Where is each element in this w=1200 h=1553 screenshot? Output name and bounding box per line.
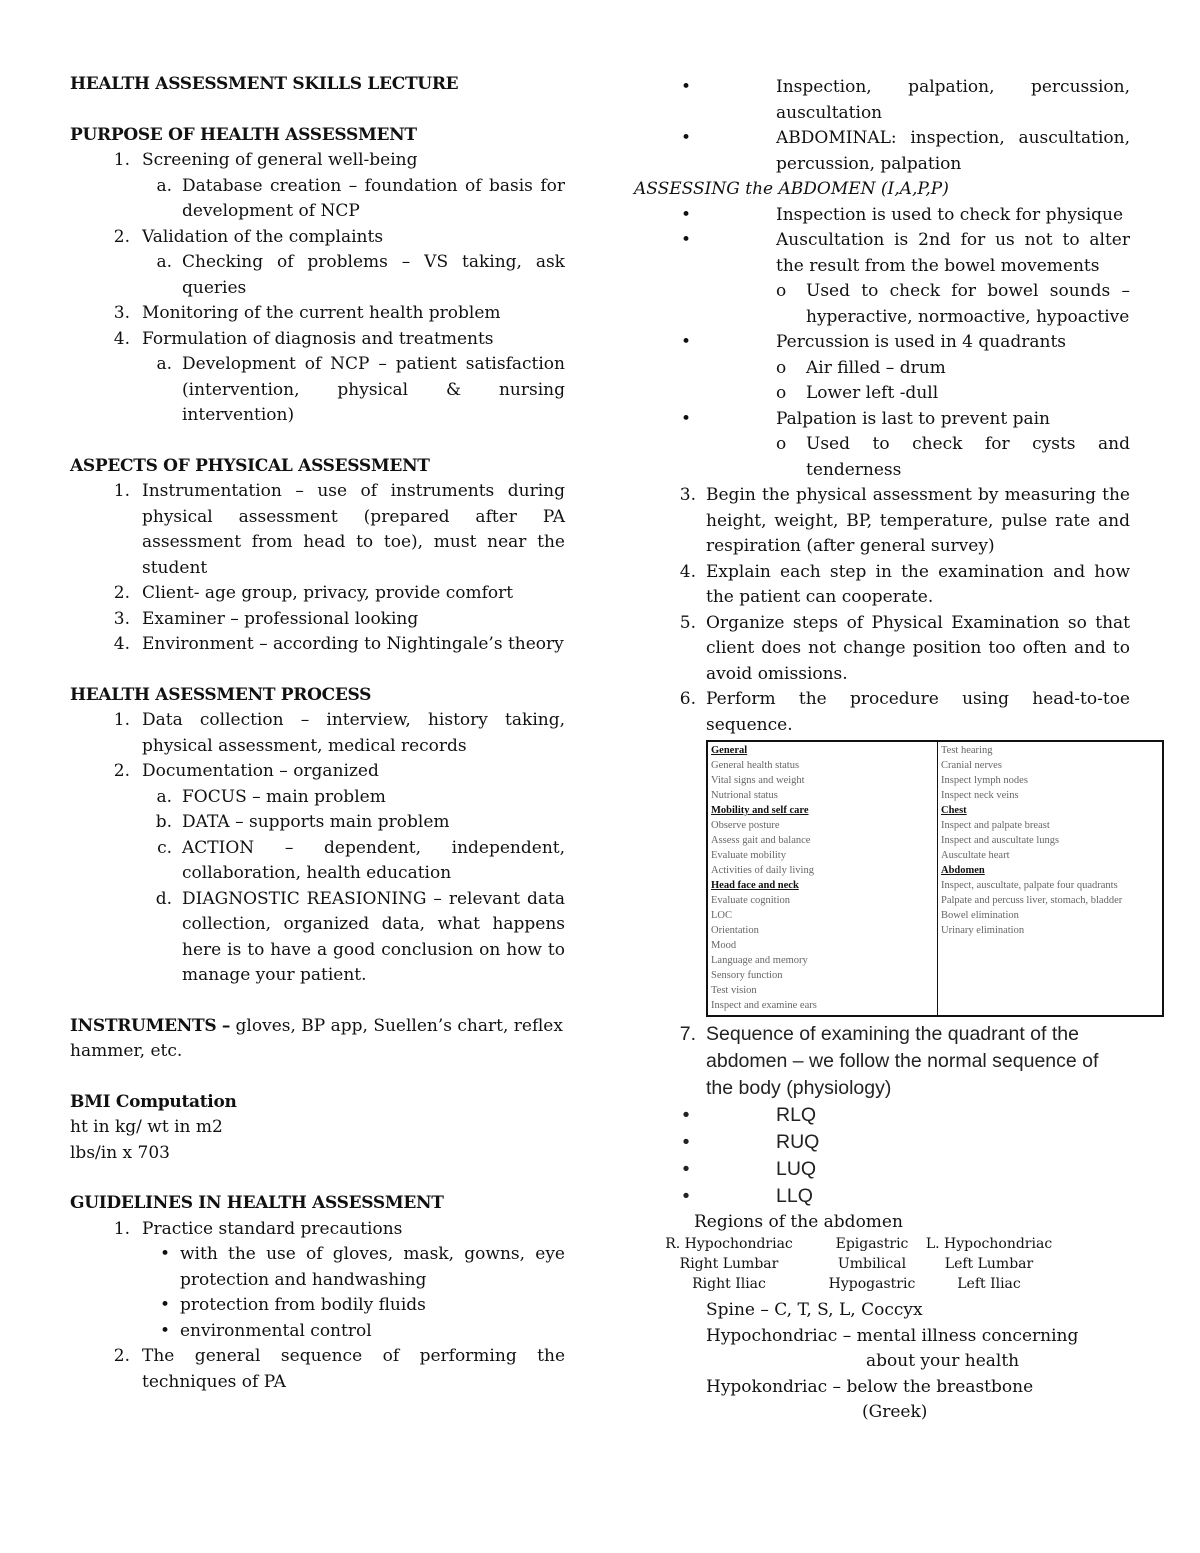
regions-row: Right Lumbar Umbilical Left Lumbar bbox=[679, 1256, 1034, 1272]
table-right-column bbox=[938, 741, 1164, 1016]
list-item: o Used to check for bowel sounds – hyperactive, normoactive, hypoactive bbox=[636, 279, 1130, 330]
list-item: a. FOCUS – main problem bbox=[156, 786, 386, 807]
list-item: • Percussion is used in 4 quadrants bbox=[636, 330, 1130, 356]
head-to-toe-table bbox=[706, 740, 1164, 1017]
table-cell-line: Test hearing bbox=[941, 745, 993, 756]
list-item: • environmental control bbox=[70, 1319, 565, 1345]
list-item: • Inspection is used to check for physique bbox=[636, 203, 1130, 229]
table-cell-line: General health status bbox=[711, 760, 800, 771]
list-item: 4. Environment – according to Nightingale’s theory bbox=[113, 634, 564, 654]
table-cell-line: Inspect lymph nodes bbox=[941, 775, 1028, 786]
table-cell-line: Inspect, auscultate, palpate four quadrants bbox=[941, 880, 1118, 891]
regions-title: Regions of the abdomen bbox=[694, 1212, 903, 1232]
bullet-icon: • bbox=[159, 1244, 170, 1264]
table-cell-line: Nutrional status bbox=[711, 790, 778, 801]
list-item: 4. Formulation of diagnosis and treatments bbox=[113, 328, 494, 349]
bullet-icon: • bbox=[680, 332, 692, 352]
hypochondriac-note: Hypochondriac – mental illness concerning bbox=[706, 1325, 1079, 1346]
list-item: • Palpation is last to prevent pain bbox=[636, 407, 1130, 433]
guidelines-heading: GUIDELINES IN HEALTH ASSESSMENT bbox=[70, 1193, 444, 1213]
list-item: • LLQ bbox=[636, 1183, 1130, 1210]
abdomen-regions bbox=[636, 1210, 1130, 1294]
list-item: 2. Documentation – organized bbox=[113, 761, 379, 781]
list-item: 3. Begin the physical assessment by measuring the height, weight, BP, temperature, pulse rate and respiration (after general survey) bbox=[679, 485, 1130, 556]
table-cell-line: Vital signs and weight bbox=[711, 775, 805, 786]
spine-note: Spine – C, T, S, L, Coccyx bbox=[706, 1300, 923, 1320]
list-item: a. Development of NCP – patient satisfaction (intervention, physical & nursing intervention) bbox=[156, 354, 565, 425]
list-item: 2. Validation of the complaints bbox=[113, 226, 384, 247]
list-item: 5. Organize steps of Physical Examination so that client does not change position too often and to avoid omissions. bbox=[679, 612, 1130, 684]
list-item: 2. The general sequence of performing the techniques of PA bbox=[113, 1346, 565, 1392]
table-cell-line: Abdomen bbox=[941, 865, 985, 876]
table-cell-line: Head face and neck bbox=[711, 880, 799, 891]
list-item: 1. Practice standard precautions bbox=[113, 1218, 403, 1239]
table-cell-line: Sensory function bbox=[711, 970, 783, 981]
list-item: o Used to check for cysts and tenderness bbox=[636, 432, 1130, 483]
document-title: HEALTH ASSESSMENT SKILLS LECTURE bbox=[70, 74, 459, 94]
table-cell-line: Mobility and self care bbox=[711, 805, 809, 816]
bullet-icon: • bbox=[682, 1158, 690, 1180]
process-heading: HEALTH ASESSMENT PROCESS bbox=[70, 684, 372, 705]
list-item: • RUQ bbox=[636, 1129, 1130, 1156]
list-item: • Auscultation is 2nd for us not to alter the result from the bowel movements bbox=[636, 228, 1130, 279]
table-cell-line: Orientation bbox=[711, 925, 759, 936]
table-cell-line: Test vision bbox=[711, 985, 757, 996]
list-item: 2. Client- age group, privacy, provide comfort bbox=[113, 583, 514, 603]
list-item: • ABDOMINAL: inspection, auscultation, percussion, palpation bbox=[636, 126, 1130, 177]
list-item: 1. Instrumentation – use of instruments during physical assessment (prepared after PA assessment from head to toe), must near the student bbox=[113, 481, 565, 578]
list-item: 1. Data collection – interview, history taking, physical assessment, medical records bbox=[113, 710, 565, 756]
list-item: o Lower left -dull bbox=[636, 381, 1130, 407]
list-item: o Air filled – drum bbox=[636, 356, 1130, 382]
table-cell-line: Palpate and percuss liver, stomach, bladder bbox=[941, 895, 1123, 906]
table-cell-line: Bowel elimination bbox=[941, 910, 1019, 921]
list-item: a. Checking of problems – VS taking, ask queries bbox=[156, 252, 565, 298]
hypochondriac-note-cont: about your health bbox=[866, 1351, 1020, 1371]
hypokondriac-note-cont: (Greek) bbox=[862, 1402, 928, 1422]
bullet-icon: • bbox=[682, 1131, 690, 1153]
table-cell-line: Cranial nerves bbox=[941, 760, 1002, 771]
bmi-formula: lbs/in x 703 bbox=[70, 1142, 170, 1163]
table-cell-line: Evaluate cognition bbox=[711, 895, 791, 906]
list-item: • RLQ bbox=[636, 1102, 1130, 1129]
bullet-icon: • bbox=[680, 128, 692, 148]
bullet-icon: • bbox=[680, 77, 692, 97]
list-item: • LUQ bbox=[636, 1156, 1130, 1183]
list-item: • Inspection, palpation, percussion, auscultation bbox=[636, 75, 1130, 126]
abdomen-heading: ASSESSING the ABDOMEN (I,A,P,P) bbox=[634, 179, 949, 199]
table-cell-line: Activities of daily living bbox=[711, 865, 814, 876]
circle-bullet-icon: o bbox=[776, 383, 787, 403]
regions-row: Right Iliac Hypogastric Left Iliac bbox=[692, 1276, 1021, 1292]
bullet-icon: • bbox=[159, 1295, 170, 1315]
table-cell-line: Language and memory bbox=[711, 955, 808, 966]
circle-bullet-icon: o bbox=[776, 281, 787, 301]
bmi-heading: BMI Computation bbox=[70, 1091, 237, 1112]
table-cell-line: Inspect neck veins bbox=[941, 790, 1019, 801]
list-item: • with the use of gloves, mask, gowns, eye protection and handwashing bbox=[70, 1242, 565, 1293]
table-cell-line: Mood bbox=[711, 940, 737, 951]
bullet-icon: • bbox=[682, 1104, 690, 1126]
aspects-heading: ASPECTS OF PHYSICAL ASSESSMENT bbox=[70, 455, 430, 476]
table-cell-line: Inspect and examine ears bbox=[711, 1000, 817, 1011]
list-item: c. ACTION – dependent, independent, collaboration, health education bbox=[157, 837, 565, 883]
table-cell-line: Urinary elimination bbox=[941, 925, 1025, 936]
right-column bbox=[636, 75, 1130, 1426]
table-cell-line: Chest bbox=[941, 805, 967, 816]
purpose-heading: PURPOSE OF HEALTH ASSESSMENT bbox=[70, 124, 417, 145]
table-cell-line: LOC bbox=[711, 910, 732, 921]
list-item: 4. Explain each step in the examination and how the patient can cooperate. bbox=[679, 561, 1130, 607]
bullet-icon: • bbox=[680, 230, 692, 250]
table-cell-line: Assess gait and balance bbox=[711, 835, 811, 846]
list-item: • protection from bodily fluids bbox=[70, 1293, 565, 1319]
regions-row: R. Hypochondriac Epigastric L. Hypochondriac bbox=[665, 1236, 1053, 1252]
list-item: a. Database creation – foundation of basis for development of NCP bbox=[156, 175, 565, 221]
table-cell-line: Observe posture bbox=[711, 820, 780, 831]
bullet-icon: • bbox=[680, 408, 692, 429]
bullet-icon: • bbox=[159, 1320, 170, 1341]
list-item: 6. Perform the procedure using head-to-toe sequence. bbox=[679, 689, 1130, 735]
list-item: b. DATA – supports main problem bbox=[155, 812, 450, 832]
left-column bbox=[70, 72, 565, 1395]
table-cell-line: Inspect and palpate breast bbox=[941, 820, 1050, 831]
list-item: 3. Monitoring of the current health problem bbox=[113, 303, 501, 323]
bmi-formula: ht in kg/ wt in m2 bbox=[70, 1117, 223, 1137]
circle-bullet-icon: o bbox=[776, 434, 787, 454]
table-cell-line: Evaluate mobility bbox=[711, 850, 786, 861]
bullet-icon: • bbox=[682, 1185, 690, 1207]
table-cell-line: General bbox=[711, 745, 748, 756]
circle-bullet-icon: o bbox=[776, 357, 787, 378]
instruments-paragraph: INSTRUMENTS – gloves, BP app, Suellen’s chart, reflex hammer, etc. bbox=[70, 1015, 563, 1061]
list-item: 7. Sequence of examining the quadrant of the abdomen – we follow the normal sequence of the body (physiology) bbox=[679, 1023, 1099, 1099]
list-item: 3. Examiner – professional looking bbox=[113, 608, 419, 629]
bullet-icon: • bbox=[680, 204, 692, 225]
hypokondriac-note: Hypokondriac – below the breastbone bbox=[706, 1376, 1034, 1397]
list-item: d. DIAGNOSTIC REASIONING – relevant data collection, organized data, what happens here is to have a good conclusion on how to manage your patient. bbox=[155, 888, 565, 985]
list-item: 1. Screening of general well-being bbox=[113, 150, 418, 170]
table-cell-line: Inspect and auscultate lungs bbox=[941, 835, 1060, 846]
table-left-column bbox=[707, 741, 938, 1016]
table-cell-line: Auscultate heart bbox=[941, 850, 1010, 861]
